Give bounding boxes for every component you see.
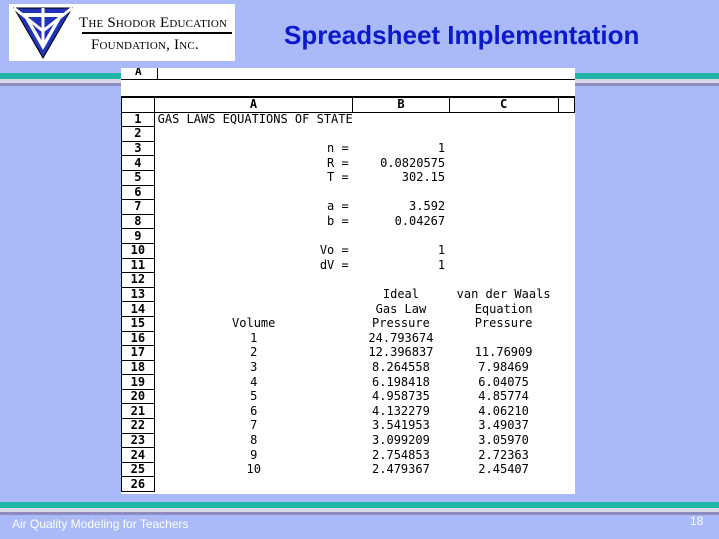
row-header[interactable]: 7 xyxy=(122,200,155,215)
row-header[interactable]: 23 xyxy=(122,433,155,448)
row-header[interactable]: 15 xyxy=(122,316,155,331)
cell-c[interactable] xyxy=(449,156,558,171)
cell-a[interactable]: 3 xyxy=(250,359,258,374)
logo-underline xyxy=(82,32,232,34)
cell-b[interactable] xyxy=(353,127,449,142)
cell-d[interactable] xyxy=(558,112,574,127)
cell-a[interactable]: 4 xyxy=(250,374,258,389)
cell-a[interactable]: 6 xyxy=(250,403,258,418)
row-header[interactable]: 21 xyxy=(122,404,155,419)
cell-d[interactable] xyxy=(558,185,574,200)
cell-c[interactable] xyxy=(449,141,558,156)
slide-title: Spreadsheet Implementation xyxy=(284,20,640,50)
cell-c[interactable]: Equation xyxy=(474,301,533,316)
cell-d[interactable] xyxy=(558,214,574,229)
cell-a[interactable] xyxy=(154,127,353,142)
formula-bar xyxy=(121,68,575,80)
cell-b[interactable]: 1 xyxy=(437,141,446,156)
cell-d[interactable] xyxy=(558,360,574,375)
row-header[interactable]: 22 xyxy=(122,419,155,434)
row-header[interactable]: 11 xyxy=(122,258,155,273)
cell-d[interactable] xyxy=(558,419,574,434)
logo-line-2: Foundation, Inc. xyxy=(91,37,199,53)
cell-a[interactable]: 2 xyxy=(250,345,258,360)
cell-a[interactable]: dV = xyxy=(319,257,349,272)
cell-reference: A xyxy=(135,68,142,78)
shodor-logo xyxy=(9,4,235,61)
cell-a[interactable]: T = xyxy=(327,170,349,185)
cell-c[interactable]: Pressure xyxy=(474,316,533,331)
cell-c[interactable]: 3.49037 xyxy=(478,418,529,433)
row-header[interactable]: 1 xyxy=(122,112,155,127)
row-header[interactable]: 9 xyxy=(122,229,155,244)
cell-d[interactable] xyxy=(558,462,574,477)
row-header[interactable]: 8 xyxy=(122,214,155,229)
cell-a[interactable]: 9 xyxy=(250,447,258,462)
cell-b[interactable]: 302.15 xyxy=(401,170,446,185)
spreadsheet-row xyxy=(122,360,575,375)
cell-d[interactable] xyxy=(558,127,574,142)
footer-title: Air Quality Modeling for Teachers xyxy=(12,517,189,531)
spreadsheet-row xyxy=(122,258,575,273)
cell-a[interactable]: GAS LAWS EQUATIONS OF STATE xyxy=(157,112,353,127)
spreadsheet-row xyxy=(122,243,575,258)
cell-b[interactable] xyxy=(353,185,449,200)
row-header[interactable]: 5 xyxy=(122,170,155,185)
cell-b[interactable]: Ideal xyxy=(382,287,419,302)
spreadsheet xyxy=(121,68,575,494)
cell-b[interactable] xyxy=(353,112,449,127)
spreadsheet-row xyxy=(122,170,575,185)
cell-b[interactable]: 0.0820575 xyxy=(380,155,446,170)
cell-d[interactable] xyxy=(558,287,574,302)
cell-a[interactable] xyxy=(154,477,353,492)
cell-c[interactable] xyxy=(449,477,558,492)
cell-c[interactable]: van der Waals xyxy=(456,287,551,302)
spreadsheet-row xyxy=(122,214,575,229)
cell-a[interactable]: a = xyxy=(327,199,349,214)
cell-c[interactable]: 7.98469 xyxy=(478,359,529,374)
spreadsheet-row xyxy=(122,462,575,477)
shodor-logo-icon xyxy=(12,6,74,60)
cell-d[interactable] xyxy=(558,346,574,361)
spreadsheet-row xyxy=(122,156,575,171)
cell-a[interactable]: 1 xyxy=(250,330,258,345)
cell-b[interactable]: 3.099209 xyxy=(372,432,430,447)
cell-d[interactable] xyxy=(558,141,574,156)
cell-c[interactable] xyxy=(449,112,558,127)
cell-c[interactable]: 2.45407 xyxy=(478,462,529,477)
row-header[interactable]: 26 xyxy=(122,477,155,492)
corner-cell[interactable] xyxy=(122,98,155,113)
cell-a[interactable] xyxy=(154,229,353,244)
spreadsheet-row xyxy=(122,448,575,463)
cell-b[interactable]: 2.479367 xyxy=(372,462,430,477)
spreadsheet-row xyxy=(122,433,575,448)
bottom-band-shade xyxy=(0,512,719,515)
spreadsheet-row xyxy=(122,229,575,244)
cell-d[interactable] xyxy=(558,477,574,492)
cell-c[interactable] xyxy=(449,273,558,288)
row-header[interactable]: 3 xyxy=(122,141,155,156)
cell-a[interactable]: Volume xyxy=(232,316,276,331)
logo-text xyxy=(79,12,227,56)
cell-c[interactable]: 2.72363 xyxy=(478,447,529,462)
cell-b[interactable] xyxy=(353,273,449,288)
spreadsheet-row xyxy=(122,331,575,346)
row-header[interactable]: 6 xyxy=(122,185,155,200)
cell-a[interactable]: n = xyxy=(327,141,349,156)
cell-c[interactable]: 11.76909 xyxy=(474,345,533,360)
cell-b[interactable]: 4.132279 xyxy=(372,403,430,418)
column-header-c[interactable]: C xyxy=(449,98,558,113)
spreadsheet-row xyxy=(122,404,575,419)
cell-c[interactable]: 4.06210 xyxy=(478,403,529,418)
cell-a[interactable]: 8 xyxy=(250,432,258,447)
column-header-row xyxy=(122,98,575,113)
cell-c[interactable] xyxy=(449,214,558,229)
spreadsheet-row xyxy=(122,185,575,200)
cell-b[interactable]: 3.541953 xyxy=(372,418,430,433)
cell-c[interactable] xyxy=(449,200,558,215)
cell-b[interactable]: 8.264558 xyxy=(372,359,430,374)
spreadsheet-row xyxy=(122,302,575,317)
row-header[interactable]: 24 xyxy=(122,448,155,463)
cell-b[interactable]: 1 xyxy=(437,257,446,272)
cell-d[interactable] xyxy=(558,302,574,317)
cell-c[interactable] xyxy=(449,229,558,244)
logo-line-1: The Shodor Education xyxy=(79,15,228,31)
cell-d[interactable] xyxy=(558,433,574,448)
cell-c[interactable]: 6.04075 xyxy=(478,374,529,389)
cell-d[interactable] xyxy=(558,243,574,258)
row-header[interactable]: 4 xyxy=(122,156,155,171)
row-header[interactable]: 20 xyxy=(122,389,155,404)
row-header[interactable]: 2 xyxy=(122,127,155,142)
cell-a[interactable]: R = xyxy=(327,155,349,170)
cell-d[interactable] xyxy=(558,258,574,273)
cell-a[interactable]: b = xyxy=(327,214,349,229)
cell-c[interactable] xyxy=(449,170,558,185)
cell-c[interactable] xyxy=(449,331,558,346)
cell-a[interactable]: 5 xyxy=(250,389,258,404)
spreadsheet-row xyxy=(122,141,575,156)
spreadsheet-row xyxy=(122,346,575,361)
cell-c[interactable] xyxy=(449,258,558,273)
row-header[interactable]: 25 xyxy=(122,462,155,477)
spreadsheet-row xyxy=(122,419,575,434)
spreadsheet-row xyxy=(122,477,575,492)
cell-b[interactable]: 12.396837 xyxy=(368,345,434,360)
row-header[interactable]: 18 xyxy=(122,360,155,375)
cell-d[interactable] xyxy=(558,156,574,171)
row-header[interactable]: 19 xyxy=(122,375,155,390)
cell-a[interactable]: Vo = xyxy=(319,243,349,258)
cell-a[interactable] xyxy=(154,273,353,288)
cell-b[interactable]: 2.754853 xyxy=(372,447,430,462)
cell-b[interactable]: 4.958735 xyxy=(372,389,430,404)
cell-d[interactable] xyxy=(558,404,574,419)
cell-b[interactable]: 3.592 xyxy=(409,199,446,214)
cell-a[interactable]: 7 xyxy=(250,418,258,433)
cell-a[interactable] xyxy=(154,287,353,302)
cell-c[interactable] xyxy=(449,243,558,258)
cell-d[interactable] xyxy=(558,273,574,288)
toolbar-blank xyxy=(121,80,575,97)
page-number: 18 xyxy=(690,514,704,528)
cell-d[interactable] xyxy=(558,200,574,215)
cell-a[interactable] xyxy=(154,185,353,200)
formula-bar-divider xyxy=(157,68,158,80)
spreadsheet-row xyxy=(122,287,575,302)
cell-b[interactable] xyxy=(353,229,449,244)
spreadsheet-row xyxy=(122,375,575,390)
cell-d[interactable] xyxy=(558,316,574,331)
cell-b[interactable]: 6.198418 xyxy=(372,374,430,389)
column-header-d[interactable] xyxy=(558,98,574,113)
cell-d[interactable] xyxy=(558,229,574,244)
cell-c[interactable] xyxy=(449,127,558,142)
row-header[interactable]: 14 xyxy=(122,302,155,317)
row-header[interactable]: 10 xyxy=(122,243,155,258)
row-header[interactable]: 13 xyxy=(122,287,155,302)
cell-c[interactable]: 4.85774 xyxy=(478,389,529,404)
row-header[interactable]: 12 xyxy=(122,273,155,288)
row-header[interactable]: 17 xyxy=(122,346,155,361)
spreadsheet-grid xyxy=(121,97,575,492)
column-header-b[interactable]: B xyxy=(353,98,449,113)
cell-c[interactable] xyxy=(449,185,558,200)
cell-a[interactable] xyxy=(154,302,353,317)
cell-d[interactable] xyxy=(558,331,574,346)
cell-c[interactable]: 3.05970 xyxy=(478,432,529,447)
spreadsheet-row xyxy=(122,200,575,215)
cell-b[interactable]: Gas Law xyxy=(375,301,427,316)
spreadsheet-row xyxy=(122,273,575,288)
cell-d[interactable] xyxy=(558,375,574,390)
row-header[interactable]: 16 xyxy=(122,331,155,346)
cell-b[interactable] xyxy=(353,477,449,492)
cell-b[interactable]: 1 xyxy=(437,243,446,258)
spreadsheet-row xyxy=(122,316,575,331)
cell-d[interactable] xyxy=(558,170,574,185)
spreadsheet-row xyxy=(122,112,575,127)
cell-b[interactable]: Pressure xyxy=(372,316,430,331)
cell-b[interactable]: 0.04267 xyxy=(394,214,446,229)
cell-a[interactable]: 10 xyxy=(246,462,261,477)
cell-d[interactable] xyxy=(558,389,574,404)
spreadsheet-row xyxy=(122,389,575,404)
cell-d[interactable] xyxy=(558,448,574,463)
column-header-a[interactable]: A xyxy=(154,98,353,113)
spreadsheet-row xyxy=(122,127,575,142)
cell-b[interactable]: 24.793674 xyxy=(368,330,434,345)
